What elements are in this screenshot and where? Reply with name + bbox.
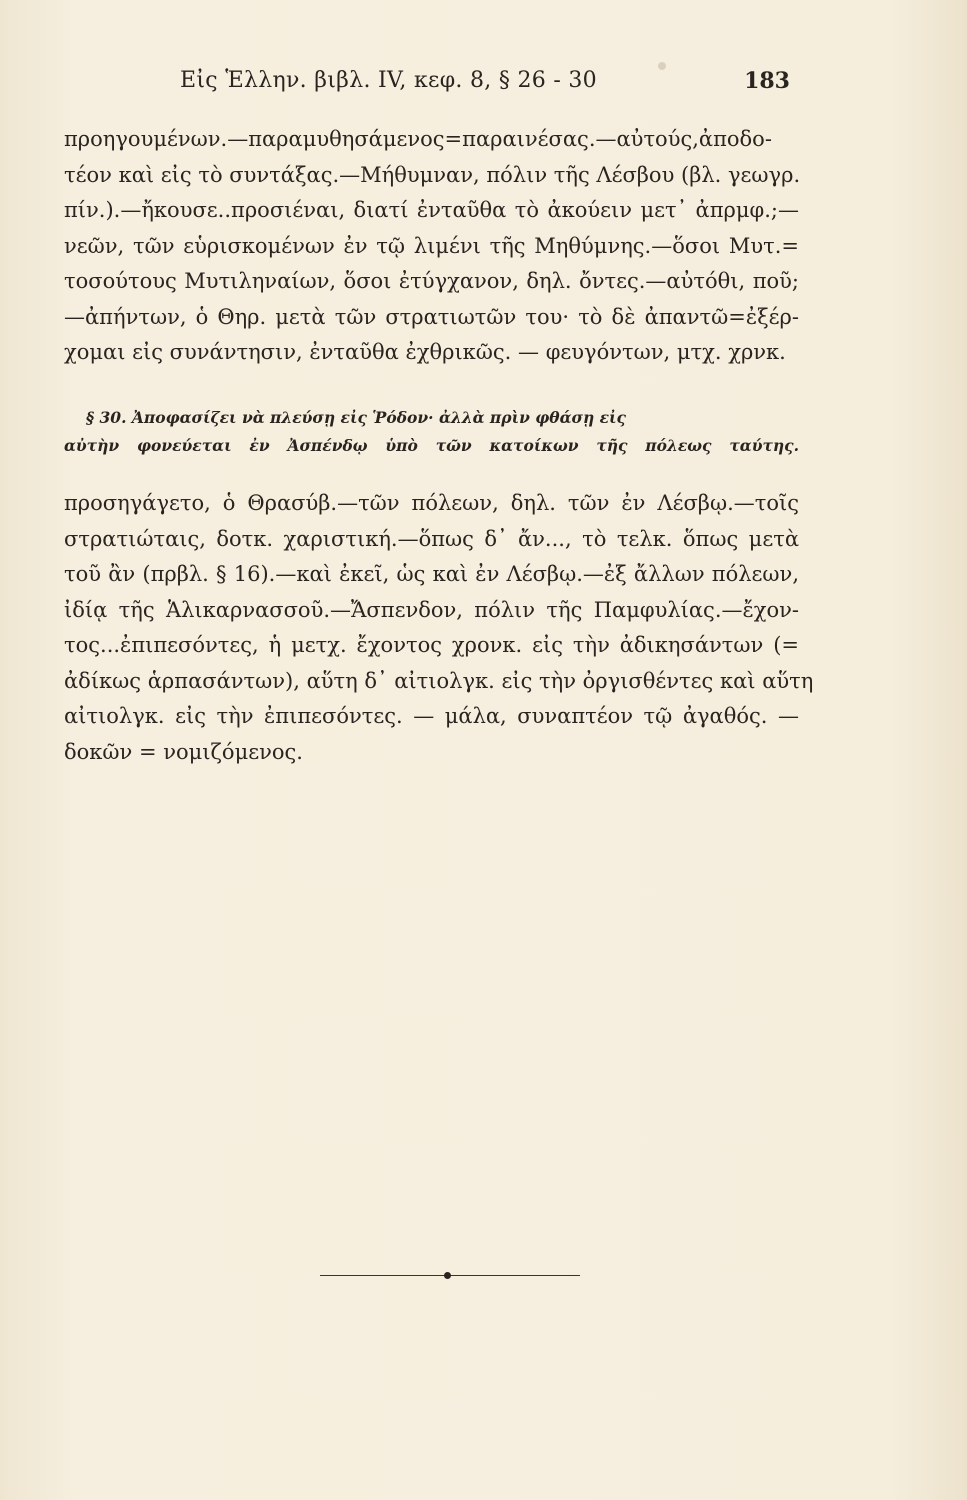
text-line: χομαι εἰς συνάντησιν, ἐνταῦθα ἐχθρικῶς. — φευγόντων, μτχ. χρνκ. — [64, 340, 786, 364]
text-line: ἰδίᾳ τῆς Ἁλικαρνασσοῦ.—Ἄσπενδον, πόλιν τῆς Παμφυλίας.—ἔχον- — [64, 597, 799, 622]
text-line: δοκῶν = νομιζόμενος. — [64, 739, 303, 764]
section-heading-line: αὐτὴν φονεύεται ἐν Ἀσπένδῳ ὑπὸ τῶν κατοίκων τῆς πόλεως ταύτης. — [64, 436, 799, 455]
text-line: τοσούτους Μυτιληναίων, ὅσοι ἐτύγχανον, δηλ. ὄντες.—αὐτόθι, ποῦ; — [64, 269, 799, 293]
section-summary — [64, 404, 799, 460]
text-line: ἀδίκως ἁρπασάντων), αὕτη δ᾿ αἰτιολγκ. εἰς τὴν ὀργισθέντες καὶ αὕτη — [64, 668, 814, 693]
text-line: στρατιώταις, δοτκ. χαριστική.—ὅπως δ᾿ ἄν..., τὸ τελκ. ὅπως μετὰ — [64, 526, 799, 551]
text-line: νεῶν, τῶν εὑρισκομένων ἐν τῷ λιμένι τῆς Μηθύμνης.—ὅσοι Μυτ.= — [64, 233, 799, 258]
commentary-block-2 — [64, 486, 814, 770]
text-line: —ἀπήντων, ὁ Θηρ. μετὰ τῶν στρατιωτῶν του· τὸ δὲ ἀπαντῶ=ἐξέρ- — [64, 304, 799, 329]
text-line: τοῦ ἂν (πρβλ. § 16).—καὶ ἐκεῖ, ὡς καὶ ἐν Λέσβῳ.—ἐξ ἄλλων πόλεων, — [64, 562, 799, 586]
section-heading-line: § 30. Ἀποφασίζει νὰ πλεύσῃ εἰς Ῥόδον· ἀλλὰ πρὶν φθάσῃ εἰς — [86, 408, 626, 427]
text-line: αἰτιολγκ. εἰς τὴν ἐπιπεσόντες. — μάλα, συναπτέον τῷ ἀγαθός. — — [64, 704, 799, 728]
text-line: προηγουμένων.—παραμυθησάμενος=παραινέσας.—αὐτούς,ἀποδο- — [64, 127, 772, 151]
text-line: τέον καὶ εἰς τὸ συντάξας.—Μήθυμναν, πόλιν τῆς Λέσβου (βλ. γεωγρ. — [64, 162, 801, 187]
commentary-block-1 — [64, 122, 799, 371]
divider-dot — [444, 1272, 451, 1279]
page-header — [180, 68, 790, 108]
running-title: Εἰς Ἑλλην. βιβλ. IV, κεφ. 8, § 26 - 30 — [180, 68, 597, 93]
end-ornament-divider — [320, 1270, 580, 1282]
text-line: πίν.).—ἤκουσε..προσιέναι, διατί ἐνταῦθα τὸ ἀκούειν μετ᾿ ἀπρμφ.;— — [64, 198, 799, 222]
text-line: τος...ἐπιπεσόντες, ἡ μετχ. ἔχοντος χρονκ. εἰς τὴν ἀδικησάντων (= — [64, 633, 799, 657]
page-number: 183 — [744, 68, 790, 94]
text-line: προσηγάγετο, ὁ Θρασύβ.—τῶν πόλεων, δηλ. τῶν ἐν Λέσβῳ.—τοῖς — [64, 491, 799, 515]
